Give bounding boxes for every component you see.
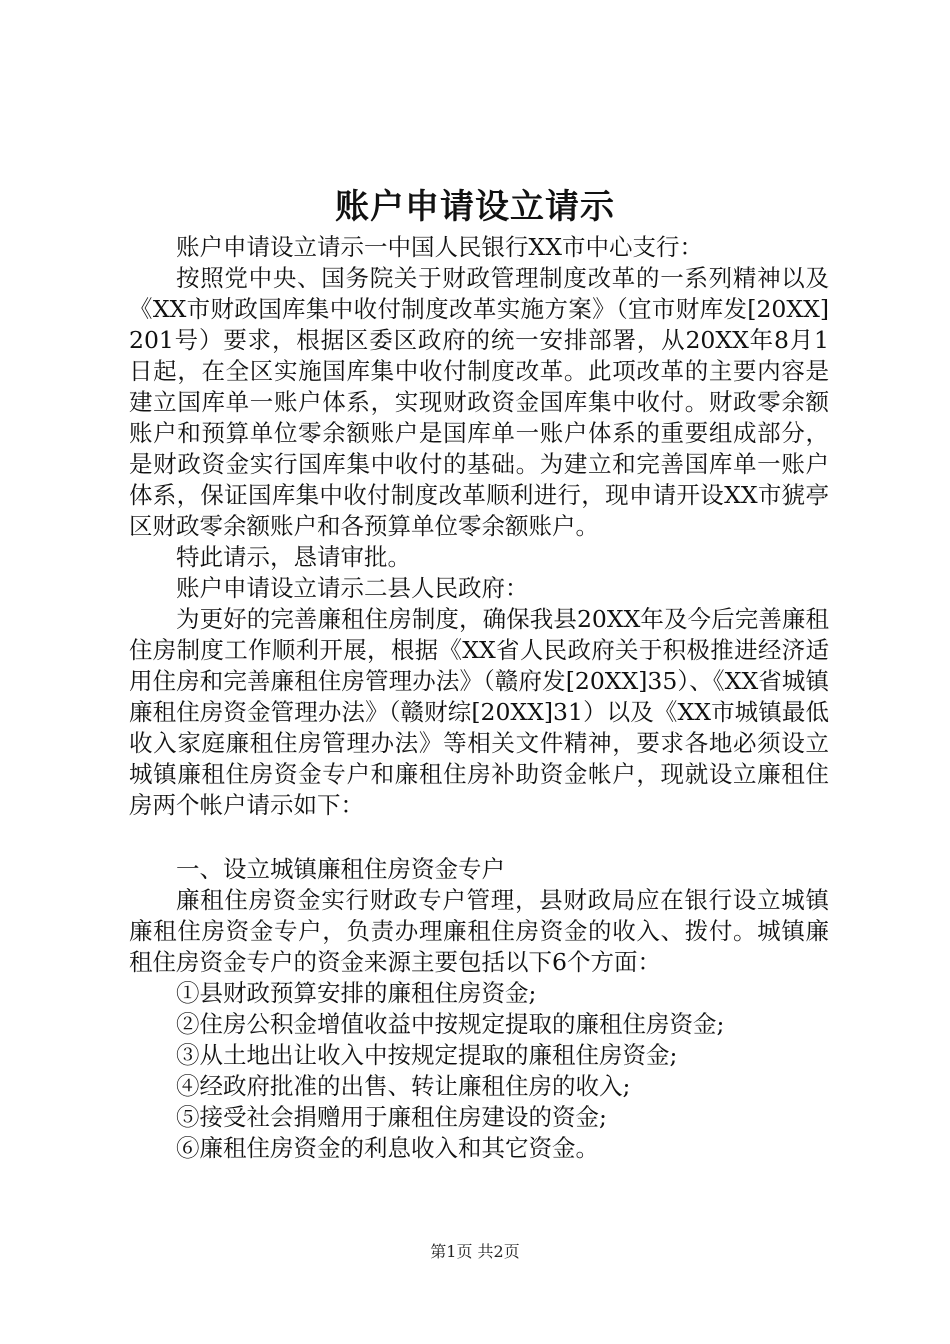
- document-body: [129, 232, 829, 1164]
- list-item: ①县财政预算安排的廉租住房资金;: [176, 979, 537, 1007]
- list-item: ⑤接受社会捐赠用于廉租住房建设的资金;: [176, 1103, 607, 1131]
- paragraph-salutation-2: 账户申请设立请示二县人民政府：: [176, 574, 529, 602]
- list-item: ②住房公积金增值收益中按规定提取的廉租住房资金;: [176, 1010, 725, 1038]
- paragraph-closing-1: 特此请示，恳请审批。: [176, 543, 411, 571]
- paragraph-section-1: 廉租住房资金实行财政专户管理，县财政局应在银行设立城镇廉租住房资金专户，负责办理廉租住房资金的收入、拨付。城镇廉租住房资金专户的资金来源主要包括以下6个方面：: [129, 886, 829, 976]
- list-item: ④经政府批准的出售、转让廉租住房的收入;: [176, 1072, 631, 1100]
- paragraph-request-1: 按照党中央、国务院关于财政管理制度改革的一系列精神以及《XX市财政国库集中收付制度改革实施方案》（宜市财库发[20XX]201号）要求，根据区委区政府的统一安排部署，从20XX年8月1日起，在全区实施国库集中收付制度改革。此项改革的主要内容是建立国库单一账户体系，实现财政资金国库集中收付。财政零余额账户和预算单位零余额账户是国库单一账户体系的重要组成部分，是财政资金实行国库集中收付的基础。为建立和完善国库单一账户体系，保证国库集中收付制度改革顺利进行，现申请开设XX市猇亭区财政零余额账户和各预算单位零余额账户。: [129, 264, 829, 540]
- section-heading-1: 一、设立城镇廉租住房资金专户: [176, 855, 505, 883]
- document-title: 账户申请设立请示: [335, 187, 615, 227]
- paragraph-gap: [129, 821, 829, 854]
- paragraph-salutation-1: 账户申请设立请示一中国人民银行XX市中心支行：: [176, 233, 703, 261]
- paragraph-request-2: 为更好的完善廉租住房制度，确保我县20XX年及今后完善廉租住房制度工作顺利开展，根据《XX省人民政府关于积极推进经济适用住房和完善廉租住房管理办法》（赣府发[20XX]35）、《XX省城镇廉租住房资金管理办法》（赣财综[20XX]31）以及《XX市城镇最低收入家庭廉租住房管理办法》等相关文件精神，要求各地必须设立城镇廉租住房资金专户和廉租住房补助资金帐户，现就设立廉租住房两个帐户请示如下：: [129, 605, 829, 819]
- list-item: ⑥廉租住房资金的利息收入和其它资金。: [176, 1134, 599, 1162]
- page-number-footer: 第1页 共2页: [430, 1242, 520, 1261]
- list-item: ③从土地出让收入中按规定提取的廉租住房资金;: [176, 1041, 678, 1069]
